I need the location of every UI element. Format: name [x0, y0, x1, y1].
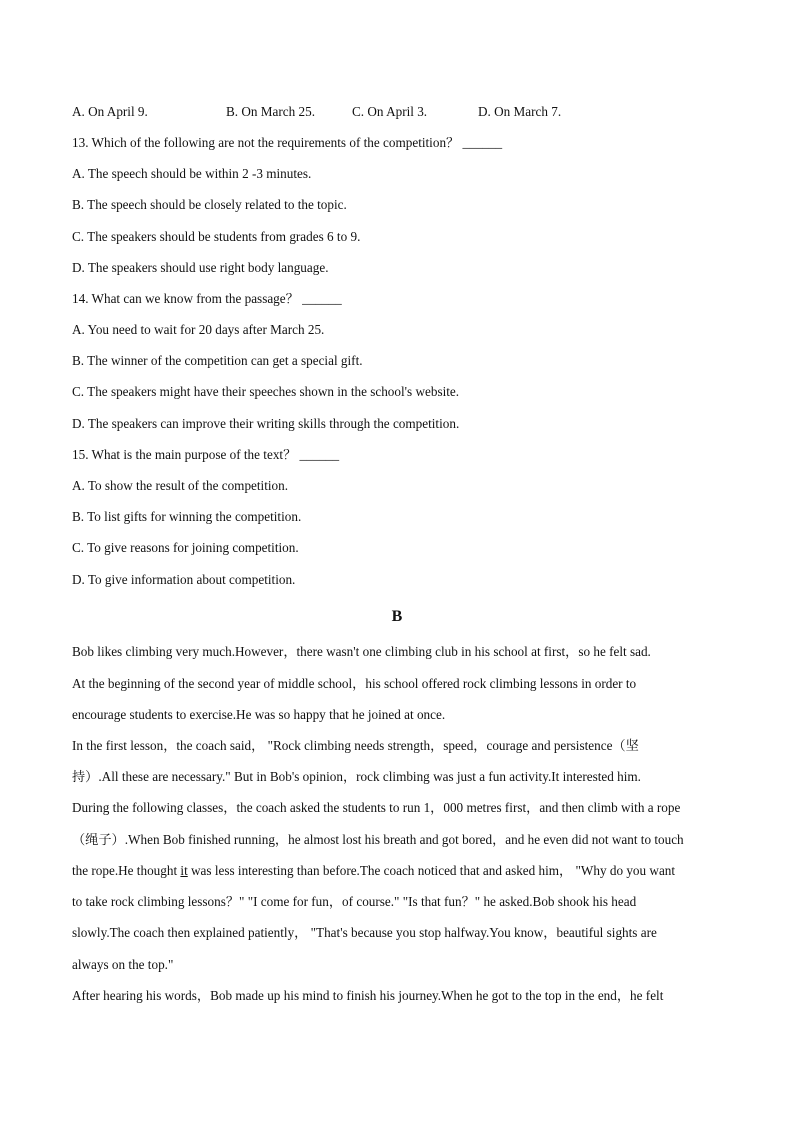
passage-line-8: [72, 863, 675, 879]
passage-line-12: After hearing his words，Bob made up his mind to finish his journey.When he got to the top in the end，he felt: [72, 988, 664, 1003]
passage-line-5: 持）.All these are necessary." But in Bob's opinion，rock climbing was just a fun activity.It interested him.: [72, 769, 641, 784]
passage-line-8-before: the rope.He thought: [72, 863, 181, 878]
q15-option-a: A. To show the result of the competition.: [72, 478, 289, 493]
q15-option-d: D. To give information about competition.: [72, 572, 296, 587]
q13-question: 13. Which of the following are not the requirements of the competition？ ______: [72, 135, 503, 150]
q15-question: 15. What is the main purpose of the text？ ______: [72, 447, 340, 462]
q15-option-b: B. To list gifts for winning the competition.: [72, 509, 302, 524]
q12-option-c: C. On April 3.: [352, 104, 428, 119]
q13-option-a: A. The speech should be within 2 -3 minutes.: [72, 166, 312, 181]
q14-option-d: D. The speakers can improve their writing skills through the competition.: [72, 416, 460, 431]
q14-option-c: C. The speakers might have their speeches shown in the school's website.: [72, 384, 460, 399]
passage-line-1: Bob likes climbing very much.However，there wasn't one climbing club in his school at first，so he felt sad.: [72, 644, 651, 659]
underlined-word-it: it: [180, 863, 188, 878]
passage-line-9: to take rock climbing lessons？" "I come for fun，of course." "Is that fun？" he asked.Bob shook his head: [72, 894, 637, 909]
q12-option-d: D. On March 7.: [478, 104, 562, 119]
passage-line-11: always on the top.": [72, 957, 174, 972]
q14-option-a: A. You need to wait for 20 days after March 25.: [72, 322, 325, 337]
section-b-heading: B: [391, 608, 403, 625]
passage-line-4: In the first lesson，the coach said， "Rock climbing needs strength，speed，courage and persistence（坚: [72, 738, 639, 753]
q13-option-d: D. The speakers should use right body language.: [72, 260, 329, 275]
passage-line-10: slowly.The coach then explained patiently， "That's because you stop halfway.You know，beautiful sights are: [72, 925, 657, 940]
passage-line-6: During the following classes，the coach asked the students to run 1，000 metres first，and then climb with a rope: [72, 800, 681, 815]
passage-line-8-after: was less interesting than before.The coach noticed that and asked him， "Why do you want: [187, 863, 676, 878]
q12-option-a: A. On April 9.: [72, 104, 148, 119]
q12-option-b: B. On March 25.: [226, 104, 316, 119]
q14-option-b: B. The winner of the competition can get a special gift.: [72, 353, 363, 368]
passage-line-2: At the beginning of the second year of middle school，his school offered rock climbing lessons in order to: [72, 676, 637, 691]
q13-option-c: C. The speakers should be students from grades 6 to 9.: [72, 229, 361, 244]
q15-option-c: C. To give reasons for joining competition.: [72, 540, 299, 555]
q14-question: 14. What can we know from the passage？ ______: [72, 291, 342, 306]
passage-line-7: （绳子）.When Bob finished running，he almost lost his breath and got bored，and he even did not want to touch: [72, 832, 684, 847]
q13-option-b: B. The speech should be closely related to the topic.: [72, 197, 347, 212]
passage-line-3: encourage students to exercise.He was so happy that he joined at once.: [72, 707, 446, 722]
